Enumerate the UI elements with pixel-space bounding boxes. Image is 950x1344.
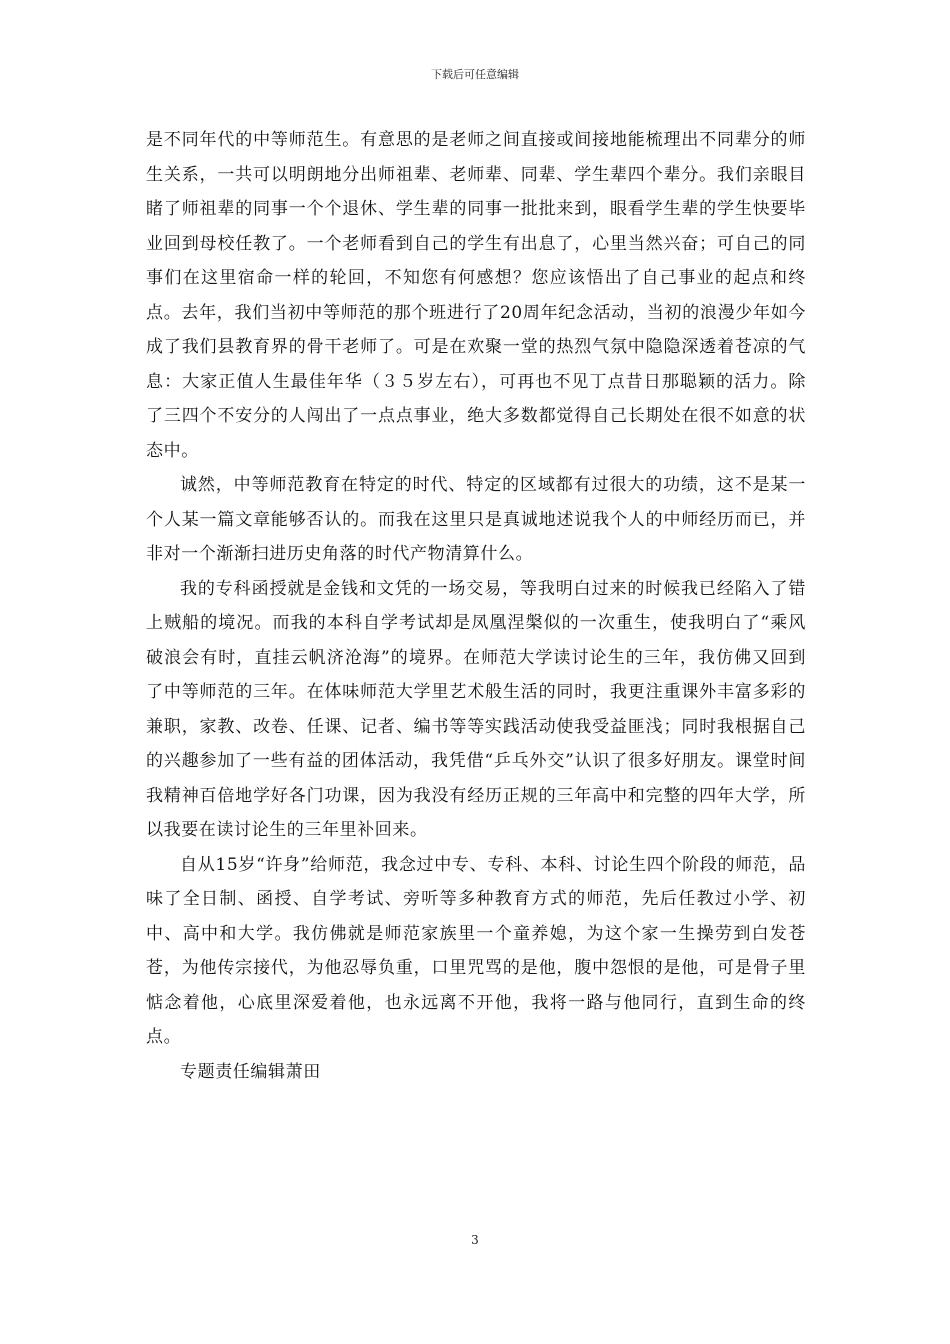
paragraph-continuation: 是不同年代的中等师范生。有意思的是老师之间直接或间接地能梳理出不同辈分的师生关系，一共可以明朗地分出师祖辈、老师辈、同辈、学生辈四个辈分。我们亲眼目睹了师祖辈的同事一个个退休、学生辈的同事一批批来到，眼看学生辈的学生快要毕业回到母校任教了。一个老师看到自己的学生有出息了，心里当然兴奋；可自己的同事们在这里宿命一样的轮回，不知您有何感想？您应该悟出了自己事业的起点和终点。去年，我们当初中等师范的那个班进行了20周年纪念活动，当初的浪漫少年如今成了我们县教育界的骨干老师了。可是在欢聚一堂的热烈气氛中隐隐深透着苍凉的气息：大家正值人生最佳年华（３５岁左右），可再也不见丁点昔日那聪颖的活力。除了三四个不安分的人闯出了一点点事业，绝大多数都觉得自己长期处在很不如意的状态中。 bbox=[146, 130, 806, 461]
page-number: 3 bbox=[471, 1233, 479, 1247]
page-header: 下载后可任意编辑 bbox=[431, 68, 519, 81]
paragraph-secondary-school-merit: 诚然，中等师范教育在特定的时代、特定的区域都有过很大的功绩，这不是某一个人某一篇文章能够否认的。而我在这里只是真诚地述说我个人的中师经历而已，并非对一个渐渐扫进历史角落的时代产物清算什么。 bbox=[146, 475, 806, 564]
paragraph-lifelong-bond: 自从15岁“许身”给师范，我念过中专、专科、本科、讨论生四个阶段的师范，品味了全日制、函授、自学考试、旁听等多种教育方式的师范，先后任教过小学、初中、高中和大学。我仿佛就是师范家族里一个童养媳，为这个家一生操劳到白发苍苍，为他传宗接代，为他忍辱负重，口里咒骂的是他，腹中怨恨的是他，可是骨子里惦念着他，心底里深爱着他，也永远离不开他，我将一路与他同行，直到生命的终点。 bbox=[146, 854, 806, 1047]
paragraph-further-education: 我的专科函授就是金钱和文凭的一场交易，等我明白过来的时候我已经陷入了错上贼船的境况。而我的本科自学考试却是凤凰涅槃似的一次重生，使我明白了“乘风破浪会有时，直挂云帆济沧海”的境界。在师范大学读讨论生的三年，我仿佛又回到了中等师范的三年。在体味师范大学里艺术般生活的同时，我更注重课外丰富多彩的兼职，家教、改卷、任课、记者、编书等等实践活动使我受益匪浅；同时我根据自己的兴趣参加了一些有益的团体活动，我凭借“乒乓外交”认识了很多好朋友。课堂时间我精神百倍地学好各门功课，因为我没有经历正规的三年高中和完整的四年大学，所以我要在读讨论生的三年里补回来。 bbox=[146, 578, 806, 840]
editor-credit: 专题责任编辑萧田 bbox=[180, 1061, 321, 1082]
document-body bbox=[146, 123, 806, 1089]
